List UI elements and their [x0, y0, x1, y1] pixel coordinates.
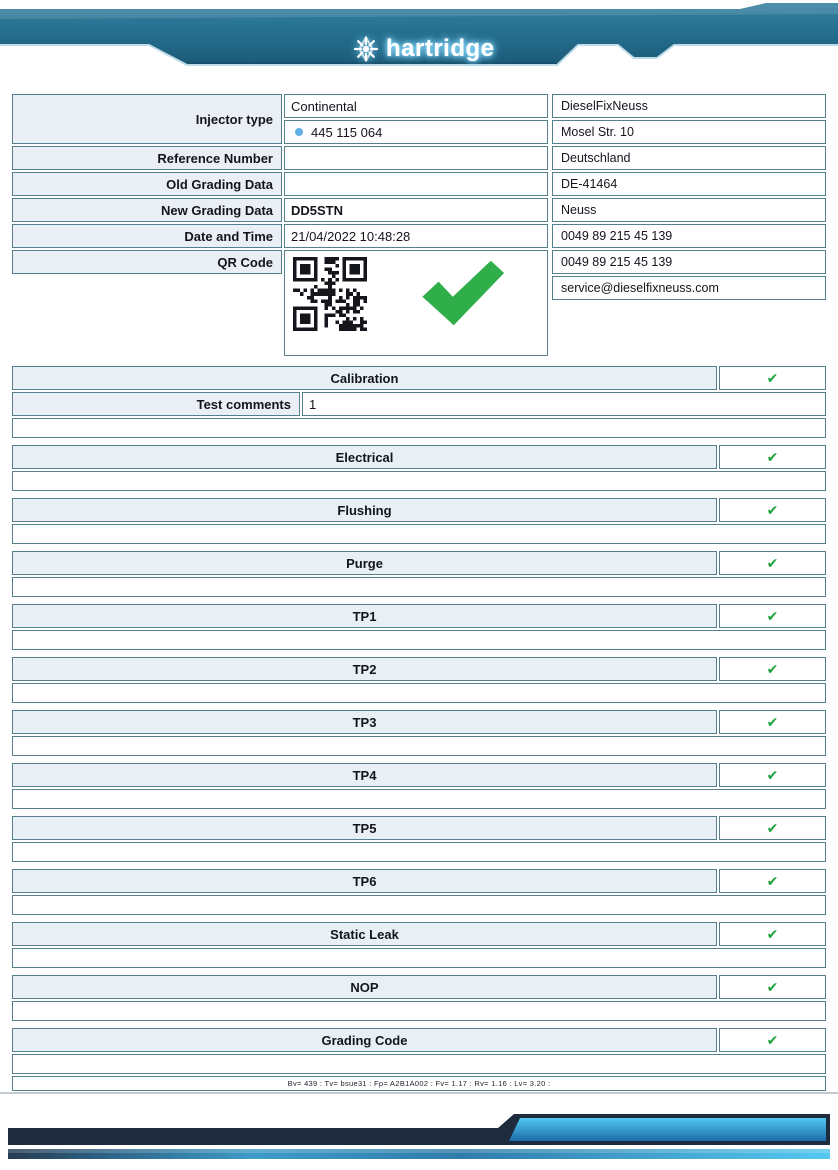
- datetime-label: Date and Time: [12, 224, 282, 248]
- injector-type-label: Injector type: [12, 94, 282, 144]
- section-spacer-row: [12, 683, 826, 703]
- section-tp4: [12, 763, 826, 809]
- section-spacer-row: [12, 1054, 826, 1074]
- part-number-text: 445 115 064: [311, 124, 383, 140]
- workshop-city: Neuss: [552, 198, 826, 222]
- section-title: TP6: [12, 869, 717, 893]
- section-tp6: [12, 869, 826, 915]
- test-comments-row: [12, 392, 826, 416]
- reference-number-value: [284, 146, 548, 170]
- pass-check-icon: ✔: [719, 975, 826, 999]
- result-pass-check-icon: [411, 253, 506, 336]
- brand-name: hartridge: [386, 35, 495, 62]
- section-title: TP3: [12, 710, 717, 734]
- pass-check-icon: ✔: [719, 922, 826, 946]
- pass-check-icon: ✔: [719, 366, 826, 390]
- workshop-fax: 0049 89 215 45 139: [552, 250, 826, 274]
- section-calibration: [12, 366, 826, 438]
- injector-part-number-value: [284, 120, 548, 144]
- new-grading-label: New Grading Data: [12, 198, 282, 222]
- part-number-bullet-icon: [295, 128, 303, 136]
- injector-info-table: [12, 94, 548, 356]
- parameters-footnote: Bv= 439 : Tv= bsue31 : Fp= A2B1A002 : Fv= 1.17 : Rv= 1.16 : Lv= 3.20 :: [12, 1076, 826, 1091]
- section-title: Electrical: [12, 445, 717, 469]
- pass-check-icon: ✔: [719, 657, 826, 681]
- section-spacer-row: [12, 736, 826, 756]
- section-title: Purge: [12, 551, 717, 575]
- qr-code-label: QR Code: [12, 250, 282, 274]
- test-comments-value: 1: [302, 392, 826, 416]
- workshop-street: Mosel Str. 10: [552, 120, 826, 144]
- section-purge: [12, 551, 826, 597]
- workshop-phone: 0049 89 215 45 139: [552, 224, 826, 248]
- workshop-country: Deutschland: [552, 146, 826, 170]
- section-spacer-row: [12, 895, 826, 915]
- section-title: Calibration: [12, 366, 717, 390]
- section-title: TP5: [12, 816, 717, 840]
- section-spacer-row: [12, 630, 826, 650]
- section-tp2: [12, 657, 826, 703]
- section-electrical: [12, 445, 826, 491]
- section-spacer-row: [12, 1001, 826, 1021]
- pass-check-icon: ✔: [719, 869, 826, 893]
- section-spacer-row: [12, 418, 826, 438]
- section-spacer-row: [12, 524, 826, 544]
- section-spacer-row: [12, 577, 826, 597]
- pass-check-icon: ✔: [719, 551, 826, 575]
- section-title: TP4: [12, 763, 717, 787]
- page-divider-line: [0, 1092, 838, 1094]
- test-comments-label: Test comments: [12, 392, 300, 416]
- pass-check-icon: ✔: [719, 1028, 826, 1052]
- old-grading-value: [284, 172, 548, 196]
- qr-code: [293, 257, 367, 334]
- workshop-contact-table: [552, 94, 826, 300]
- section-title: TP1: [12, 604, 717, 628]
- datetime-value: 21/04/2022 10:48:28: [284, 224, 548, 248]
- test-results-list: [12, 366, 826, 1098]
- section-tp5: [12, 816, 826, 862]
- section-flushing: [12, 498, 826, 544]
- workshop-name: DieselFixNeuss: [552, 94, 826, 118]
- pass-check-icon: ✔: [719, 816, 826, 840]
- section-grading-code: [12, 1028, 826, 1091]
- workshop-postcode: DE-41464: [552, 172, 826, 196]
- old-grading-label: Old Grading Data: [12, 172, 282, 196]
- pass-check-icon: ✔: [719, 498, 826, 522]
- section-nop: [12, 975, 826, 1021]
- injector-manufacturer-value: Continental: [284, 94, 548, 118]
- hartridge-logo: [352, 34, 495, 64]
- header-banner: [0, 0, 838, 75]
- new-grading-value: DD5STN: [284, 198, 548, 222]
- section-title: NOP: [12, 975, 717, 999]
- section-tp3: [12, 710, 826, 756]
- section-title: Static Leak: [12, 922, 717, 946]
- pass-check-icon: ✔: [719, 763, 826, 787]
- pass-check-icon: ✔: [719, 445, 826, 469]
- pass-check-icon: ✔: [719, 604, 826, 628]
- reference-number-label: Reference Number: [12, 146, 282, 170]
- section-static-leak: [12, 922, 826, 968]
- section-spacer-row: [12, 948, 826, 968]
- footer-banner: [0, 1108, 838, 1168]
- workshop-email: service@dieselfixneuss.com: [552, 276, 826, 300]
- section-tp1: [12, 604, 826, 650]
- qr-code-cell: [284, 250, 548, 356]
- section-title: TP2: [12, 657, 717, 681]
- hartridge-wheel-icon: [352, 35, 380, 63]
- section-title: Grading Code: [12, 1028, 717, 1052]
- section-spacer-row: [12, 842, 826, 862]
- section-spacer-row: [12, 471, 826, 491]
- section-title: Flushing: [12, 498, 717, 522]
- section-spacer-row: [12, 789, 826, 809]
- pass-check-icon: ✔: [719, 710, 826, 734]
